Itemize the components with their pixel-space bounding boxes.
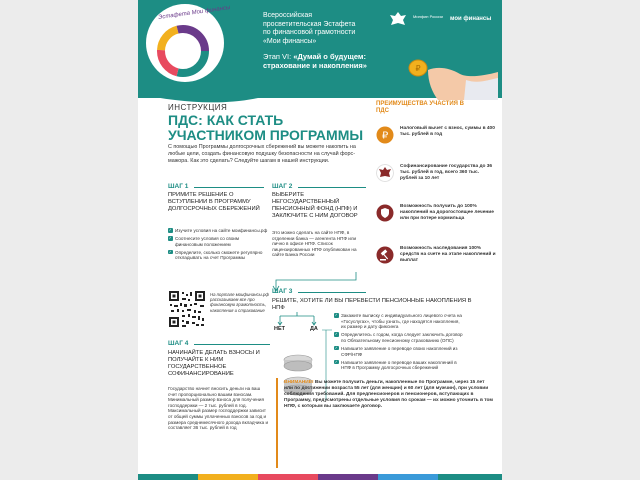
answer-yes: ДА (310, 326, 318, 332)
check-icon: ✓ (168, 236, 172, 241)
shield-icon (376, 204, 394, 222)
infographic-page (138, 0, 502, 480)
step1-title: ПРИМИТЕ РЕШЕНИЕ О ВСТУПЛЕНИИ В ПРОГРАММУ ДОЛГОСРОЧНЫХ СБЕРЕЖЕНИЙ (168, 192, 260, 212)
step4-divider (194, 344, 270, 345)
qr-caption: На портале моифинансы.рф рассказываем все про финансовую грамотность, накопления и страхование (210, 292, 270, 313)
list-item: ✓ Закажите выписку с индивидуального лицевого счета на «Госуслугах», чтобы узнать, где находятся накопления, их размер и дату фиксинга (334, 313, 462, 330)
advantage-text: Возможность получить до 100% накоплений на дорогостоящее лечение или при потере кормильца (400, 204, 494, 221)
eagle-emblem-icon (388, 10, 408, 30)
intro-text: С помощью Программы долгосрочных сбережений вы можете накопить на любые цели, создать финансовую подушку безопасности на случай форс-мажора. Как это сделать? Следуйте шагам в нашей инструкции. (168, 144, 356, 164)
ministry-name: Минфин России (413, 14, 443, 19)
step2-divider (298, 187, 366, 188)
stage-name: «Думай о будущем: страхование и накопления» (263, 52, 367, 70)
step2-title: ВЫБЕРИТЕ НЕГОСУДАРСТВЕННЫЙ ПЕНСИОННЫЙ ФОНД (НПФ) И ЗАКЛЮЧИТЕ С НИМ ДОГОВОР (272, 192, 358, 219)
step3-title: РЕШИТЕ, ХОТИТЕ ЛИ ВЫ ПЕРЕВЕСТИ ПЕНСИОННЫЕ НАКОПЛЕНИЯ В НПФ (272, 298, 472, 311)
step1-label: ШАГ 1 (168, 183, 189, 190)
stage-prefix: Этап VI: (263, 52, 294, 61)
qr-code-icon (168, 290, 206, 328)
advantages-title: ПРЕИМУЩЕСТВА УЧАСТИЯ В ПДС (376, 101, 464, 114)
branch-arrow-icon (272, 312, 322, 326)
page-title: ПДС: КАК СТАТЬ УЧАСТНИКОМ ПРОГРАММЫ (168, 112, 364, 143)
relay-logo-ring-icon (152, 20, 214, 82)
gavel-icon (376, 246, 394, 264)
answer-no: НЕТ (274, 326, 285, 332)
check-icon: ✓ (334, 345, 338, 350)
step4-text: Государство начнет вносить деньги на ваш счет пропорционально вашим взносам. Минимальный размер взноса для получения господдержки — 2 тыс. рублей в год. Максимальный размер господдержки зависит от общей суммы уплаченных взносов за год и размера среднемесячного дохода вкладчика и составляет 36 тыс. рублей в год (168, 386, 269, 431)
step4-title: НАЧИНАЙТЕ ДЕЛАТЬ ВЗНОСЫ И ПОЛУЧАЙТЕ К НИМ ГОСУДАРСТВЕННОЕ СОФИНАНСИРОВАНИЕ (168, 350, 260, 377)
check-icon: ✓ (334, 359, 338, 364)
step3-divider (298, 292, 366, 293)
step3-label: ШАГ 3 (272, 288, 293, 295)
relay-title: Всероссийская просветительская Эстафета по финансовой грамотности «Мои финансы» (263, 12, 356, 45)
list-item: ✓ Определите, сколько сможете регулярно откладывать на счет Программы (168, 249, 263, 261)
brand-name: мои финансы (450, 16, 492, 22)
relay-logo-text: Эстафета Мои финансы (157, 4, 231, 22)
list-item: ✓ Напишите заявление о переводе своих накоплений из СФР/НПФ (334, 345, 458, 357)
check-icon: ✓ (168, 249, 172, 254)
check-icon: ✓ (334, 313, 338, 317)
advantage-text: Софинансирование государства до 36 тыс. рублей в год, всего 360 тыс. рублей за 10 лет (400, 164, 493, 181)
footer-color-band (138, 474, 502, 480)
step2-text: Это можно сделать на сайте НПФ, в отделении банка — агенгента НПФ или лично в офисе НПФ. Список лицензированных НПФ опубликован на сайте Банка России (272, 230, 357, 258)
advantage-text: Возможность наследования 100% средств на счете на этапе накоплений и выплат (400, 246, 496, 263)
step1-divider (194, 187, 264, 188)
instruction-label: ИНСТРУКЦИЯ (168, 103, 228, 112)
stage-title (263, 52, 393, 70)
check-icon: ✓ (168, 228, 172, 232)
list-item: ✓ Определитесь с годом, когда следует заключить договор по Обязательному пенсионному страхованию (ОПС) (334, 332, 463, 343)
check-icon: ✓ (334, 332, 338, 337)
ruble-icon (376, 126, 394, 144)
step1-list (168, 228, 268, 263)
warning-text: ВНИМАНИЕ! Вы можете получить деньги, накопленные по Программе, через 15 лет или по достижении возраста 55 лет (для женщин) и 60 лет (для мужчин), при условии соблюдения требований. Для предпенсионеров и пенсионеров, вступающих в Программу, предусмотрены отдельные условия по срокам — их можно уточнить в том НПФ, с которым вы заключаете договор. (284, 380, 493, 409)
step3-list (334, 313, 464, 373)
svg-text:₽: ₽ (415, 64, 421, 73)
list-item: ✓ Изучите условия на сайте моифинансы.рф (168, 228, 268, 233)
step2-label: ШАГ 2 (272, 183, 293, 190)
list-item: ✓ Соотнесите условия со своим финансовым положением (168, 236, 240, 247)
warning-label: ВНИМАНИЕ! (284, 380, 314, 385)
svg-text:₽: ₽ (381, 130, 389, 142)
advantage-text: Налоговый вычет с взнос, суммы в 400 тыс. рублей в год (400, 126, 495, 137)
list-item: ✓ Напишите заявление о переводе ваших накоплений в НПФ в Программу долгосрочных сбережений (334, 359, 457, 371)
step4-label: ШАГ 4 (168, 340, 189, 347)
hand-coin-icon (388, 40, 498, 100)
emblem-icon (376, 164, 394, 182)
